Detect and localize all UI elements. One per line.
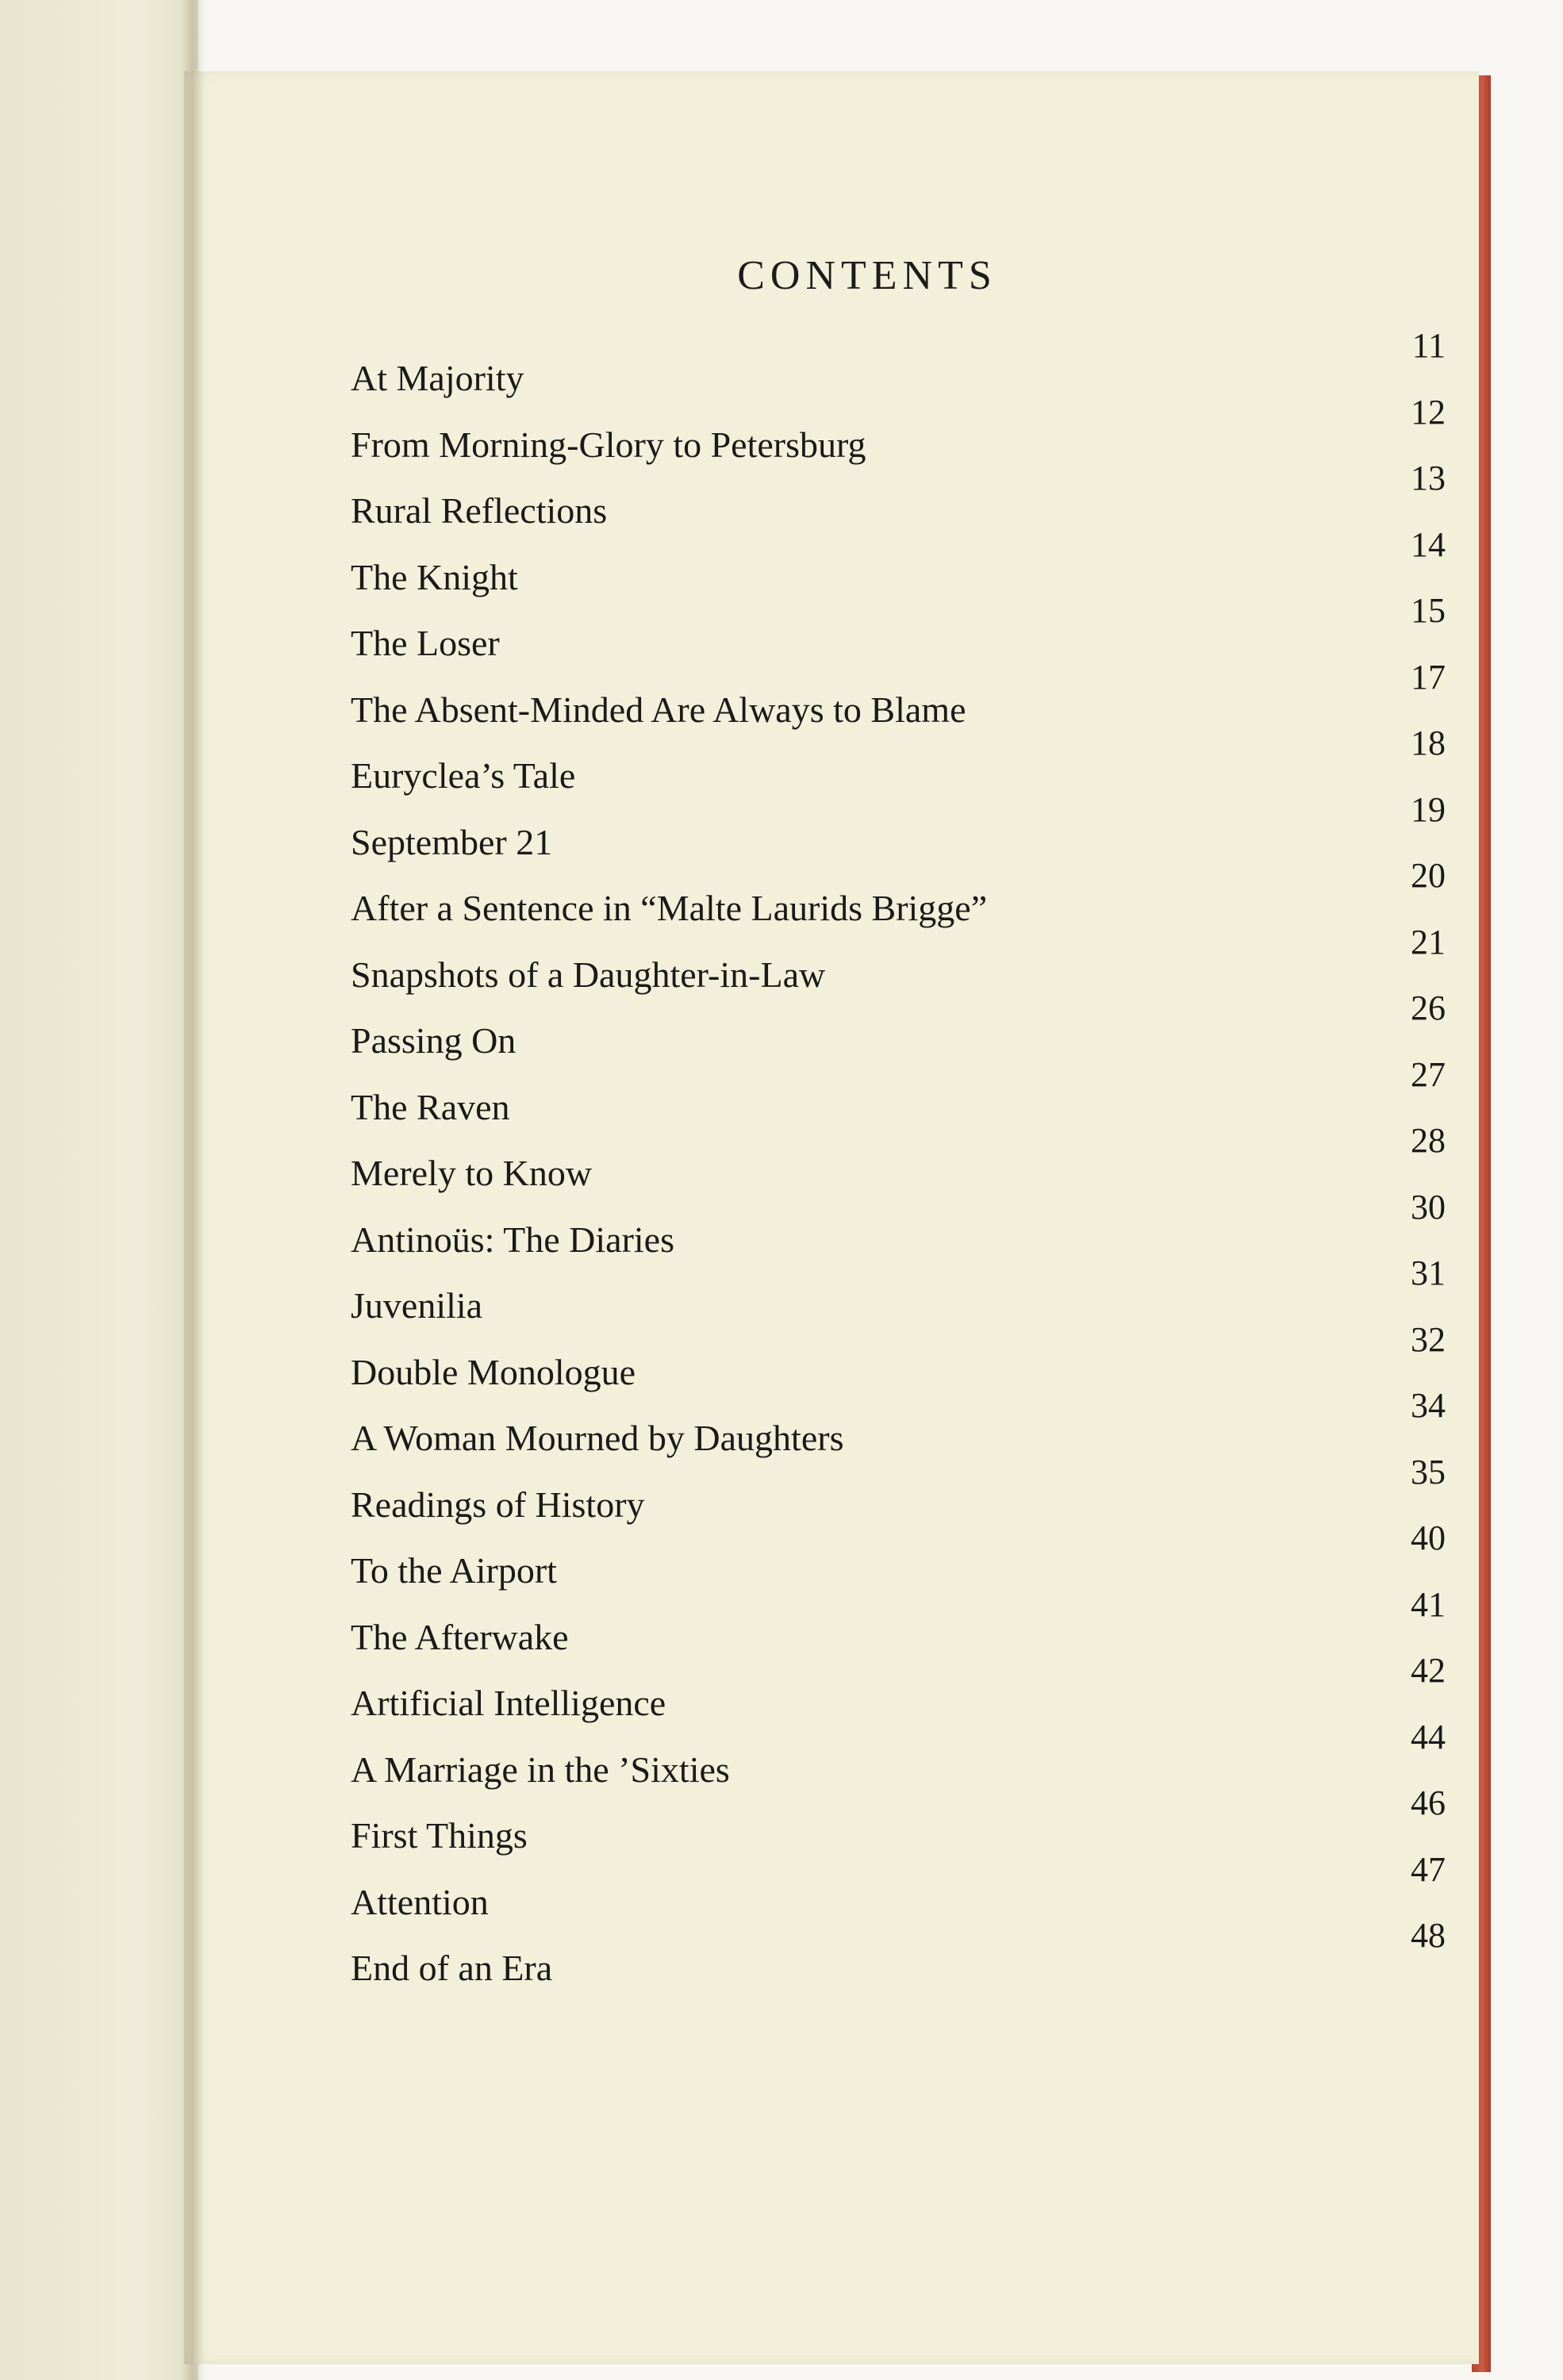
entry-page-number: 42	[1411, 1651, 1446, 1690]
toc-entry	[351, 1717, 1446, 1796]
entry-page-number: 17	[1411, 657, 1446, 697]
toc-entry	[351, 1121, 1446, 1200]
toc-entry	[351, 392, 1446, 471]
entry-title: At Majority	[351, 358, 524, 398]
entry-title: Rural Reflections	[351, 490, 608, 531]
contents-page	[184, 71, 1479, 2364]
entry-page-number: 30	[1411, 1187, 1446, 1226]
entry-page-number: 44	[1411, 1717, 1446, 1756]
entry-title: The Raven	[351, 1086, 510, 1127]
table-of-contents	[351, 326, 1446, 2047]
toc-entry	[351, 1054, 1446, 1134]
entry-title: The Loser	[351, 623, 500, 663]
entry-title: First Things	[351, 1815, 528, 1856]
toc-entry	[351, 459, 1446, 537]
toc-entry	[351, 1783, 1446, 1862]
book-gutter	[181, 0, 205, 2380]
entry-title: Euryclea’s Tale	[351, 755, 576, 796]
entry-page-number: 28	[1411, 1121, 1446, 1160]
entry-page-number: 34	[1411, 1386, 1446, 1425]
toc-entry	[351, 1452, 1446, 1531]
entry-title: Attention	[351, 1881, 489, 1922]
toc-entry	[351, 1916, 1446, 1994]
entry-page-number: 48	[1411, 1916, 1446, 1955]
toc-entry	[351, 789, 1446, 869]
toc-entry	[351, 724, 1446, 802]
toc-entry	[351, 1187, 1446, 1266]
entry-title: After a Sentence in “Malte Laurids Brigge”	[351, 888, 988, 928]
entry-page-number: 15	[1411, 591, 1446, 630]
toc-entry	[351, 988, 1446, 1067]
entry-page-number: 12	[1411, 392, 1446, 432]
toc-entry	[351, 1584, 1446, 1664]
entry-page-number: 46	[1411, 1783, 1446, 1822]
toc-entry	[351, 657, 1446, 736]
entry-title: Double Monologue	[351, 1351, 636, 1392]
entry-title: From Morning-Glory to Petersburg	[351, 424, 866, 465]
entry-title: September 21	[351, 821, 553, 862]
entry-title: Snapshots of a Daughter-in-Law	[351, 954, 826, 995]
entry-page-number: 13	[1411, 459, 1446, 497]
toc-entry	[351, 591, 1446, 670]
entry-page-number: 14	[1411, 524, 1446, 564]
entry-title: The Knight	[351, 556, 518, 597]
entry-page-number: 41	[1411, 1584, 1446, 1624]
page-heading: CONTENTS	[737, 253, 997, 298]
facing-page	[0, 0, 198, 2380]
entry-page-number: 27	[1411, 1054, 1446, 1094]
entry-page-number: 35	[1411, 1452, 1446, 1491]
entry-title: To the Airport	[351, 1550, 557, 1591]
entry-page-number: 11	[1411, 326, 1446, 365]
entry-page-number: 32	[1411, 1319, 1446, 1359]
entry-page-number: 21	[1411, 922, 1446, 962]
entry-title: The Afterwake	[351, 1616, 569, 1657]
toc-entry	[351, 922, 1446, 1001]
toc-entry	[351, 1253, 1446, 1332]
entry-page-number: 20	[1411, 856, 1446, 895]
entry-title: Artificial Intelligence	[351, 1683, 666, 1723]
toc-entry	[351, 1319, 1446, 1399]
entry-page-number: 19	[1411, 789, 1446, 829]
entry-title: The Absent-Minded Are Always to Blame	[351, 689, 966, 730]
entry-title: Juvenilia	[351, 1285, 483, 1326]
entry-page-number: 47	[1411, 1849, 1446, 1889]
entry-page-number: 18	[1411, 724, 1446, 762]
entry-title: Passing On	[351, 1020, 517, 1061]
entry-title: A Woman Mourned by Daughters	[351, 1418, 844, 1458]
toc-entry	[351, 1518, 1446, 1597]
toc-entry	[351, 856, 1446, 935]
entry-title: Readings of History	[351, 1484, 645, 1525]
entry-page-number: 40	[1411, 1518, 1446, 1557]
toc-entry	[351, 1849, 1446, 1929]
entry-title: Merely to Know	[351, 1153, 593, 1193]
entry-title: A Marriage in the ’Sixties	[351, 1749, 730, 1790]
toc-entry	[351, 326, 1446, 405]
entry-title: Antinoüs: The Diaries	[351, 1219, 674, 1260]
entry-page-number: 26	[1411, 988, 1446, 1027]
entry-page-number: 31	[1411, 1253, 1446, 1292]
toc-entry	[351, 524, 1446, 604]
entry-title: End of an Era	[351, 1948, 553, 1988]
toc-entry	[351, 1651, 1446, 1729]
toc-entry	[351, 1386, 1446, 1464]
